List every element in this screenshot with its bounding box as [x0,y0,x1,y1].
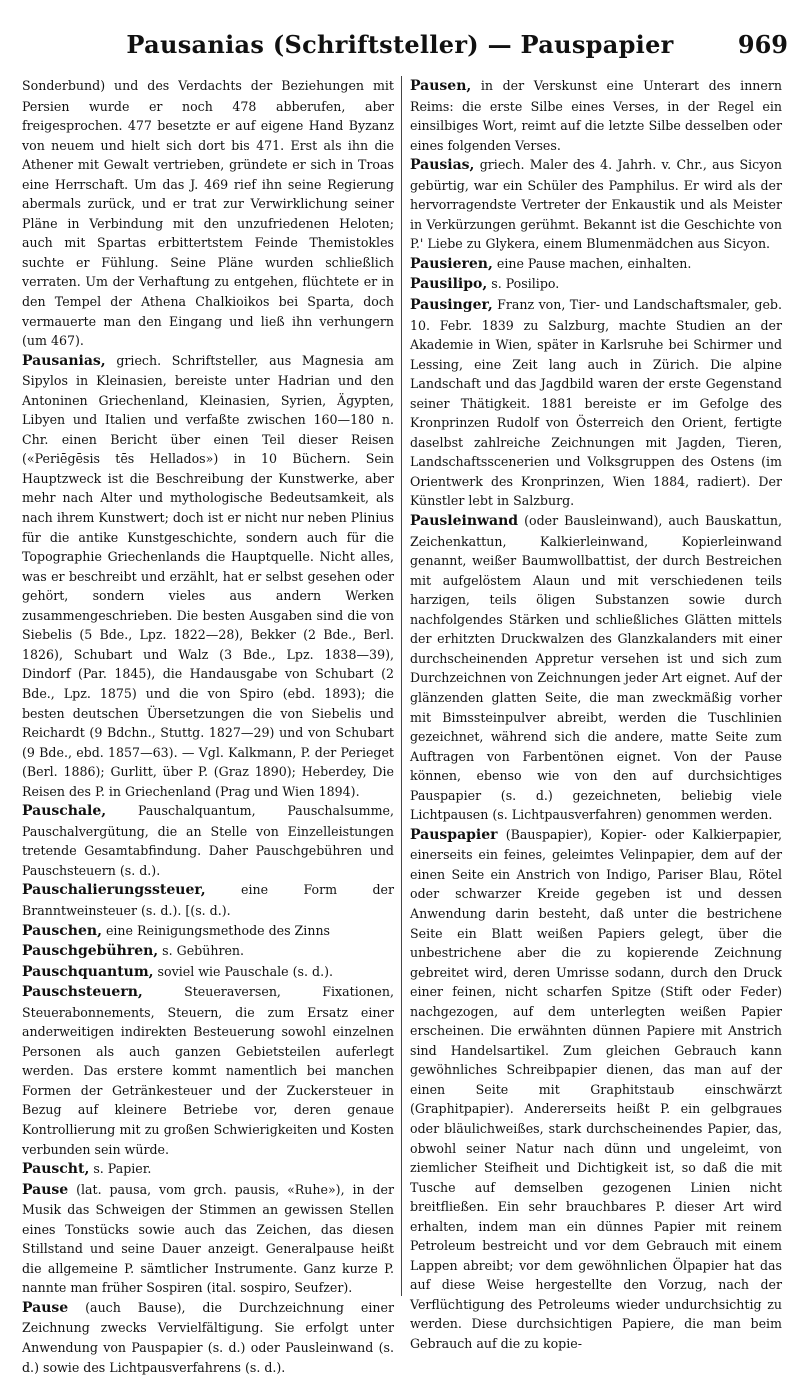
entry-body: griech. Maler des 4. Jahrh. v. Chr., aus Sicyon gebürtig, war ein Schüler des Pamphilus. Er wird als der hervorragendste Vertreter der Enkaustik und als Meister in Verkürzungen gerühmt. Bekannt ist die Geschichte von P.' Liebe zu Glykera, einem Blumenmädchen aus Sicyon. [410,157,782,252]
entry-body: s. Gebühren. [158,943,245,959]
entry-lemma: Pausilipo, [410,276,488,293]
entry-body: (oder Bausleinwand), auch Bauskattun, Zeichenkattun, Kalkierleinwand, Kopierleinwand genannt, weißer Baumwollbattist, der durch Bestreichen mit aufgelöstem Alaun und mit verschiedenen teils harzigen, teils öligen Substanzen sowie durch nachfolgendes Stärken und schließliches Glätten mittels der erhitzten Druckwalzen des Glanzkalanders mit einer durchscheinenden Appretur versehen ist und sich zum Durchzeichnen von Zeichnungen jeder Art eignet. Auf der glänzenden glatten Seite, die man zweckmäßig vorher mit Bimssteinpulver abreibt, werden die Tuschlinien gezeichnet, während sich die andere, matte Seite zum Auftragen von Farbentönen eignet. Von der Pause können, ebenso wie von den auf durchsichtiges Pauspapier (s. d.) gezeichneten, beliebig viele Lichtpausen (s. Lichtpausverfahren) genommen werden. [410,513,782,823]
entry [22,1180,394,1298]
entry-lemma: Pausias, [410,157,475,174]
entry-lemma: Pauscht, [22,1161,90,1178]
entry [410,511,782,825]
entry [410,254,782,275]
entry-body: soviel wie Pauschale (s. d.). [153,963,333,979]
entry [410,155,782,254]
entry-lemma: Pausleinwand [410,513,519,530]
entry-lemma: Pausinger, [410,297,493,314]
entry-lemma: Pausen, [410,78,472,94]
entry-lemma: Pauschalierungssteuer, [22,882,206,899]
entry-lemma: Pauspapier [410,826,498,843]
entry-lemma: Pause [22,1299,69,1316]
entry [410,76,782,155]
entry [22,801,394,880]
page-number: 969 [737,30,788,59]
entry [410,295,782,511]
entry [410,274,782,295]
entry-body: s. Papier. [89,1161,152,1177]
entry-lemma: Pause [22,1181,69,1198]
entry [22,76,394,351]
entry-body: griech. Schriftsteller, aus Magnesia am Sipylos in Kleinasien, bereiste unter Hadrian und den Antoninen Griechenland, Kleinasien, Syrien, Ägypten, Libyen und Italien und verfaßte zwischen 160—180 n. Chr. einen Bericht über einen Teil dieser Reisen («Periēgēsis tēs Hellados») in 10 Büchern. Sein Hauptzweck ist die Beschreibung der Kunstwerke, aber mehr nach Alter und mythologische Bedeutsamkeit, als nach ihrem Kunstwert; doch ist er nicht nur neben Plinius für die antike Kunstgeschichte, sondern auch für die Topographie Griechenlands die Hauptquelle. Nicht alles, was er beschreibt und erzählt, hat er selbst gesehen oder gehört, sondern vieles aus andern Werken zusammengeschrieben. Die besten Ausgaben sind die von Siebelis (5 Bde., Lpz. 1822—28), Bekker (2 Bde., Berl. 1826), Schubart und Walz (3 Bde., Lpz. 1838—39), Dindorf (Par. 1845), die Handausgabe von Schubart (2 Bde., Lpz. 1875) und die von Spiro (ebd. 1893); die besten deutschen Übersetzungen die von Siebelis und Reichardt (9 Bdchn., Stuttg. 1827—29) und von Schubart (9 Bde., ebd. 1857—63). — Vgl. Kalkmann, P. der Perieget (Berl. 1886); Gurlitt, über P. (Graz 1890); Heberdey, Die Reisen des P. in Griechenland (Prag und Wien 1894). [22,352,394,799]
column-divider [401,76,402,1296]
entry-lemma: Pausanias, [22,352,106,369]
entry [410,825,782,1354]
entry [22,962,394,983]
left-column [22,76,394,1375]
entry-body: eine Pause machen, einhalten. [492,255,692,271]
entry [22,351,394,802]
entry-body: Steueraversen, Fixationen, Steuerabonnements, Steuern, die zum Ersatz einer anderweitigen indirekten Besteuerung sowohl einzelnen Personen als auch ganzen Gebietsteilen auferlegt werden. Das erstere kommt namentlich bei manchen Formen der Getränkesteuer und der Zuckersteuer in Bezug auf kleinere Betriebe vor, deren genaue Kontrollierung mit zu großen Schwierigkeiten und Kosten verbunden sein würde. [22,984,394,1157]
entry-body: (Bauspapier), Kopier- oder Kalkierpapier, einerseits ein feines, geleimtes Velinpapier, dem auf der einen Seite ein Anstrich von Indigo, Pariser Blau, Rötel oder schwarzer Kreide gegeben ist und dessen Anwendung darin besteht, daß unter die bestrichene Seite ein Blatt weißen Papiers gelegt, über die unbestrichene aber die zu kopierende Zeichnung gebreitet wird, deren Umrisse sodann, durch den Druck einer feinen, nicht scharfen Spitze (Stift oder Feder) nachgezogen, auf dem unterlegten weißen Papier erscheinen. Die erwähnten dünnen Papiere mit Anstrich sind Handelsartikel. Zum gleichen Gebrauch kann gewöhnliches Schreibpapier dienen, das man auf der einen Seite mit Graphitstaub einschwärzt (Graphitpapier). Andererseits heißt P. ein gelbgraues oder bläulichweißes, stark durchscheinendes Papier, das, obwohl seiner Natur nach dünn und ungeleimt, von ziemlicher Steifheit und Dichtigkeit ist, so daß die mit Tusche auf demselben gezogenen Linien nicht breitfließen. Ein sehr brauchbares P. dieser Art wird erhalten, indem man ein dünnes Papier mit reinem Petroleum bestreicht und vor dem Gebrauch mit einem Lappen abreibt; vor dem gewöhnlichen Ölpapier hat das auf diese Weise hergestellte den Vorzug, nach der Verflüchtigung des Petroleums wieder undurchsichtig zu werden. Diese durchsichtigen Papiere, die man beim Gebrauch auf die zu kopie- [410,826,782,1351]
entry-body: eine Form der Branntweinsteuer (s. d.). [(s. d.). [22,882,394,918]
entry [22,1159,394,1180]
entry [22,1298,394,1377]
entry-body: Sonderbund) und des Verdachts der Beziehungen mit Persien wurde er noch 478 abberufen, aber freigesprochen. 477 besetzte er auf eigene Hand Byzanz von neuem und hielt sich dort bis 471. Erst als ihn die Athener mit Gewalt vertrieben, gründete er sich in Troas eine Herrschaft. Um das J. 469 rief ihn seine Regierung abermals zurück, und er trat zur Verwirklichung seiner Pläne in Verbindung mit den unzufriedenen Heloten; auch mit Spartas erbittertstem Feinde Themistokles suchte er Fühlung. Seine Pläne wurden schließlich verraten. Um der Verhaftung zu entgehen, flüchtete er in den Tempel der Athena Chalkioikos bei Sparta, doch vermauerte man den Eingang und ließ ihn verhungern (um 467). [22,78,394,349]
entry [22,982,394,1159]
entry-body: Pauschalquantum, Pauschalsumme, Pauschalvergütung, die an Stelle von Einzelleistungen tretende Gesamtabfindung. Daher Pauschgebühren und Pauschsteuern (s. d.). [22,803,394,878]
entry-lemma: Pauschsteuern, [22,984,143,1001]
entry-body: (lat. pausa, vom grch. pausis, «Ruhe»), in der Musik das Schweigen der Stimmen an gewissen Stellen eines Tonstücks sowie auch das Zeichen, das diesen Stillstand und seine Dauer anzeigt. Generalpause heißt die allgemeine P. sämtlicher Instrumente. Ganz kurze P. nannte man früher Sospiren (ital. sospiro, Seufzer). [22,1181,394,1296]
entry [22,941,394,962]
entry [22,921,394,942]
entry [22,880,394,920]
running-title: Pausanias (Schriftsteller) — Pauspapier [126,30,674,59]
entry-body: eine Reinigungsmethode des Zinns [101,922,331,938]
entry-body: in der Verskunst eine Unterart des innern Reims: die erste Silbe eines Verses, in der Regel ein einsilbiges Wort, reimt auf die letzte Silbe desselben oder eines folgenden Verses. [410,78,782,153]
entry-lemma: Pauschale, [22,803,107,820]
entry-body: s. Posilipo. [487,276,560,292]
entry-lemma: Pauschen, [22,922,102,939]
right-column [410,76,782,1351]
entry-body: (auch Bause), die Durchzeichnung einer Zeichnung zwecks Vervielfältigung. Sie erfolgt unter Anwendung von Pauspapier (s. d.) oder Pausleinwand (s. d.) sowie des Lichtpausverfahrens (s. d.). [22,1299,394,1375]
entry-lemma: Pauschquantum, [22,963,154,980]
entry-lemma: Pauschgebühren, [22,943,159,960]
page-header [0,30,800,70]
entry-lemma: Pausieren, [410,255,493,272]
entry-body: Franz von, Tier- und Landschaftsmaler, geb. 10. Febr. 1839 zu Salzburg, machte Studien an der Akademie in Wien, später in Karlsruhe bei Schirmer und Lessing, eine Zeit lang auch in Zürich. Die alpine Landschaft und das Jagdbild waren der erste Gegenstand seiner Thätigkeit. 1881 bereiste er im Gefolge des Kronprinzen Rudolf von Österreich den Orient, fertigte daselbst zahlreiche Zeichnungen mit Jagden, Tieren, Landschaftsscenerien und Volksgruppen des Ostens (im Orientwerk des Kronprinzen, Wien 1884, radiert). Der Künstler lebt in Salzburg. [410,297,782,509]
